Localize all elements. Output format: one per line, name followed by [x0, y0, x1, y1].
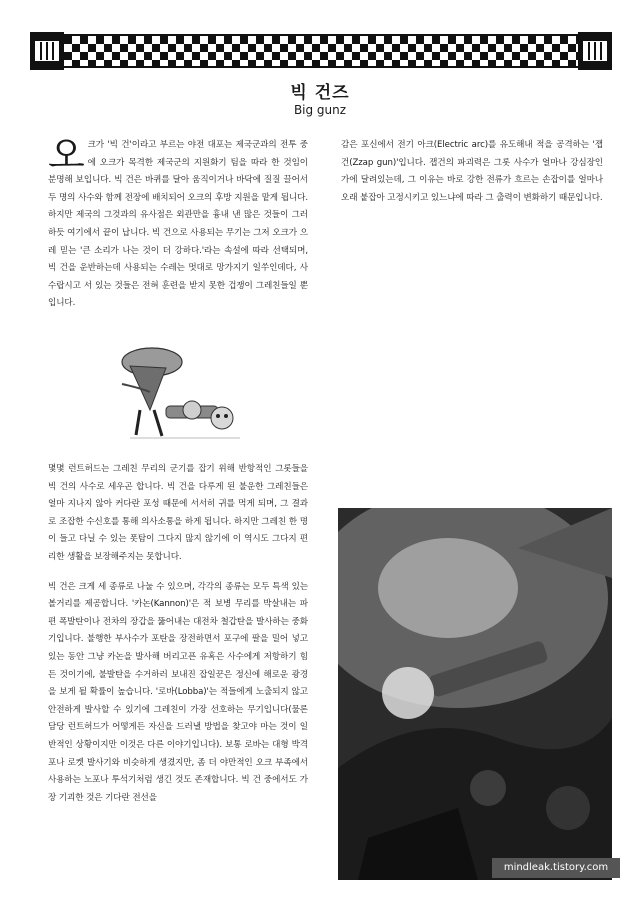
intro-column: [48, 133, 308, 313]
page-title: 빅 건즈: [290, 83, 350, 103]
ork-battle-artwork: [338, 508, 612, 880]
intro-paragraph: 크가 '빅 건'이라고 부르는 야전 대포는 제국군과의 전투 중에 오크가 목격한 제국군의 지원화기 팀을 따라 한 것임이 분명해 보입니다. 빅 건은 바퀴를 달아 움직이거나 바닥에 질질 끌어서 두 명의 사수와 함께 전장에 배치되어 오크의 후방 지원을 맡게 됩니다. 하지만 제국의 그것과의 유사점은 외관만을 흉내 낸 많은 것들이 그러하듯 여기에서 끝이 납니다. 빅 건으로 사용되는 무기는 그저 오크가 으레 믿는 '큰 소리가 나는 것이 더 강하다.'라는 속설에 따라 선택되며, 빅 건을 운반하는데 사용되는 수레는 멋대로 망가지기 일쑤인데다, 사수랍시고 서 있는 것들은 전혀 훈련을 받지 못한 겁쟁이 그레친들일 뿐입니다.: [48, 140, 308, 309]
main-column: [48, 461, 308, 819]
watermark: mindleak.tistory.com: [492, 858, 620, 878]
gretchin-carrying-gun-illustration: [110, 340, 250, 445]
paragraph-zzap-gun: 감은 포신에서 전기 아크(Electric arc)를 유도해내 적을 공격하는 '잽건(Zzap gun)'입니다. 잽건의 파괴력은 그롯 사수가 얼마나 강심장인가에 달려있는데, 그 이유는 바로 강한 전류가 흐르는 손잡이를 얼마나 오래 붙잡아 고정시키고 있느냐에 따라 그 출력이 변화하기 때문입니다.: [341, 140, 603, 203]
right-column: [341, 137, 603, 219]
ork-jaw-emblem-right: [578, 32, 612, 70]
page-subtitle: Big gunz: [293, 103, 347, 117]
drop-cap: 오: [48, 133, 85, 177]
paragraph-gun-types: 빅 건은 크게 세 종류로 나눌 수 있으며, 각각의 종류는 모두 특색 있는 볼거리를 제공합니다. '카논(Kannon)'은 적 보병 무리를 박살내는 파편 폭발탄이나 전차의 장갑을 뚫어내는 대전차 철갑탄을 발사하는 중화기입니다. 불행한 부사수가 포탄을 장전하면서 포구에 팔을 밀어 넣고 있는 동안 그냥 카논을 발사해 버리고픈 유혹은 사수에게 저항하기 힘든 것이기에, 불발탄을 수거하러 보내진 잡일꾼은 정신에 해로운 광경을 보게 될 확률이 높습니다. '로바(Lobba)'는 적들에게 노출되지 않고 안전하게 발사할 수 있기에 그레친이 가장 선호하는 무기입니다(물론 담당 런트허드가 어떻게든 자신을 드러낼 방법을 찾고야 마는 것이 일반적인 상황이지만 이것은 다른 이야기입니다). 보통 로바는 대형 박격포나 로켓 발사기와 비슷하게 생겼지만, 좀 더 야만적인 오크 부족에서 사용하는 노포나 투석기처럼 생긴 것도 존재합니다. 빅 건 중에서도 가장 기괴한 것은 기다란 전선을: [48, 581, 308, 803]
paragraph-grots: 몇몇 런트허드는 그레친 무리의 군기를 잡기 위해 반항적인 그롯들을 빅 건의 사수로 세우곤 합니다. 빅 건을 다루게 된 불운한 그레친들은 얼마 지나지 않아 커다란 포성 때문에 서서히 귀를 먹게 되며, 그 결과로 조잡한 수신호를 통해 의사소통을 하게 됩니다. 하지만 그레친 한 명이 들고 다닐 수 있는 폿탐이 그다지 많지 않기에 이 역시도 그다지 편리한 생활을 보장해주지는 못합니다.: [48, 464, 308, 562]
checkered-header-border: [38, 34, 604, 68]
ork-jaw-emblem-left: [30, 32, 64, 70]
